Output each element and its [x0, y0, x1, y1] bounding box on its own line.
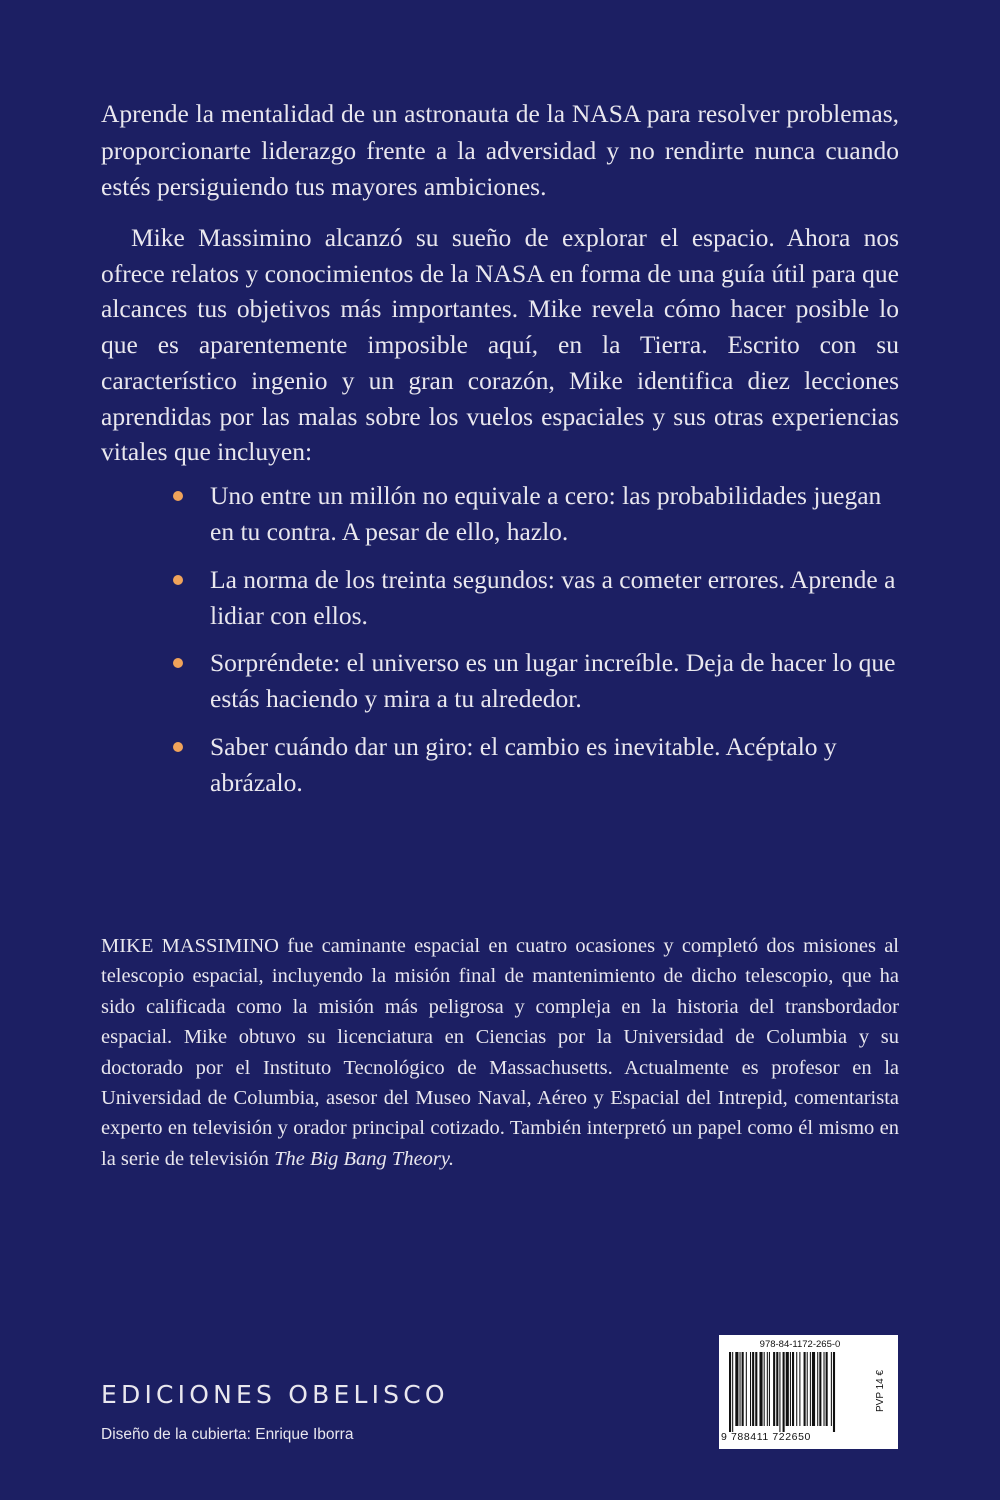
lesson-text: La norma de los treinta segundos: vas a cometer errores. Aprende a lidiar con ellos.: [210, 565, 896, 630]
bullet-icon: [173, 658, 183, 668]
lesson-text: Uno entre un millón no equivale a cero: las probabilidades juegan en tu contra. A pesar de ello, hazlo.: [210, 481, 882, 546]
publisher-name: EDICIONES OBELISCO: [101, 1380, 449, 1409]
author-bio-text: MIKE MASSIMINO fue caminante espacial en cuatro ocasiones y completó dos misiones al telescopio espacial, incluyendo la misión final de mantenimiento de dicho telescopio, que ha sido calificada como la misión más peligrosa y compleja en la historia del transbordador espacial. Mike obtuvo su licenciatura en Ciencias por la Universidad de Columbia y su doctorado por el Instituto Tecnológico de Massachusetts. Actualmente es profesor en la Universidad de Columbia, asesor del Museo Naval, Aéreo y Espacial del Intrepid, comentarista experto en televisión y orador principal cotizado. También interpretó un papel como él mismo en la serie de televisión: [101, 935, 899, 1170]
cover-design-credit: Diseño de la cubierta: Enrique Iborra: [101, 1426, 354, 1443]
price-label: PVP 14 €: [875, 1369, 886, 1413]
author-bio: [101, 931, 899, 1174]
bullet-icon: [173, 742, 183, 752]
lesson-text: Sorpréndete: el universo es un lugar increíble. Deja de hacer lo que estás haciendo y mira a tu alrededor.: [210, 648, 896, 713]
barcode-digits: 9 788411 722650: [721, 1431, 811, 1443]
barcode-icon: [727, 1352, 873, 1432]
lesson-text: Saber cuándo dar un giro: el cambio es inevitable. Acéptalo y abrázalo.: [210, 732, 837, 797]
description-paragraph: Mike Massimino alcanzó su sueño de explorar el espacio. Ahora nos ofrece relatos y conocimientos de la NASA en forma de una guía útil para que alcances tus objetivos más importantes. Mike revela cómo hacer posible lo que es aparentemente imposible aquí, en la Tierra. Escrito con su característico ingenio y un gran corazón, Mike identifica diez lecciones aprendidas por las malas sobre los vuelos espaciales y sus otras experiencias vitales que incluyen:: [101, 223, 899, 467]
isbn-text: 978-84-1172-265-0: [759, 1339, 841, 1350]
bullet-icon: [173, 575, 183, 585]
bullet-icon: [173, 491, 183, 501]
intro-paragraph: Aprende la mentalidad de un astronauta de la NASA para resolver problemas, proporcionarte liderazgo frente a la adversidad y no rendirte nunca cuando estés persiguiendo tus mayores ambiciones.: [101, 99, 899, 201]
tv-show-title: The Big Bang Theory.: [274, 1147, 454, 1170]
barcode-label: [719, 1335, 898, 1449]
